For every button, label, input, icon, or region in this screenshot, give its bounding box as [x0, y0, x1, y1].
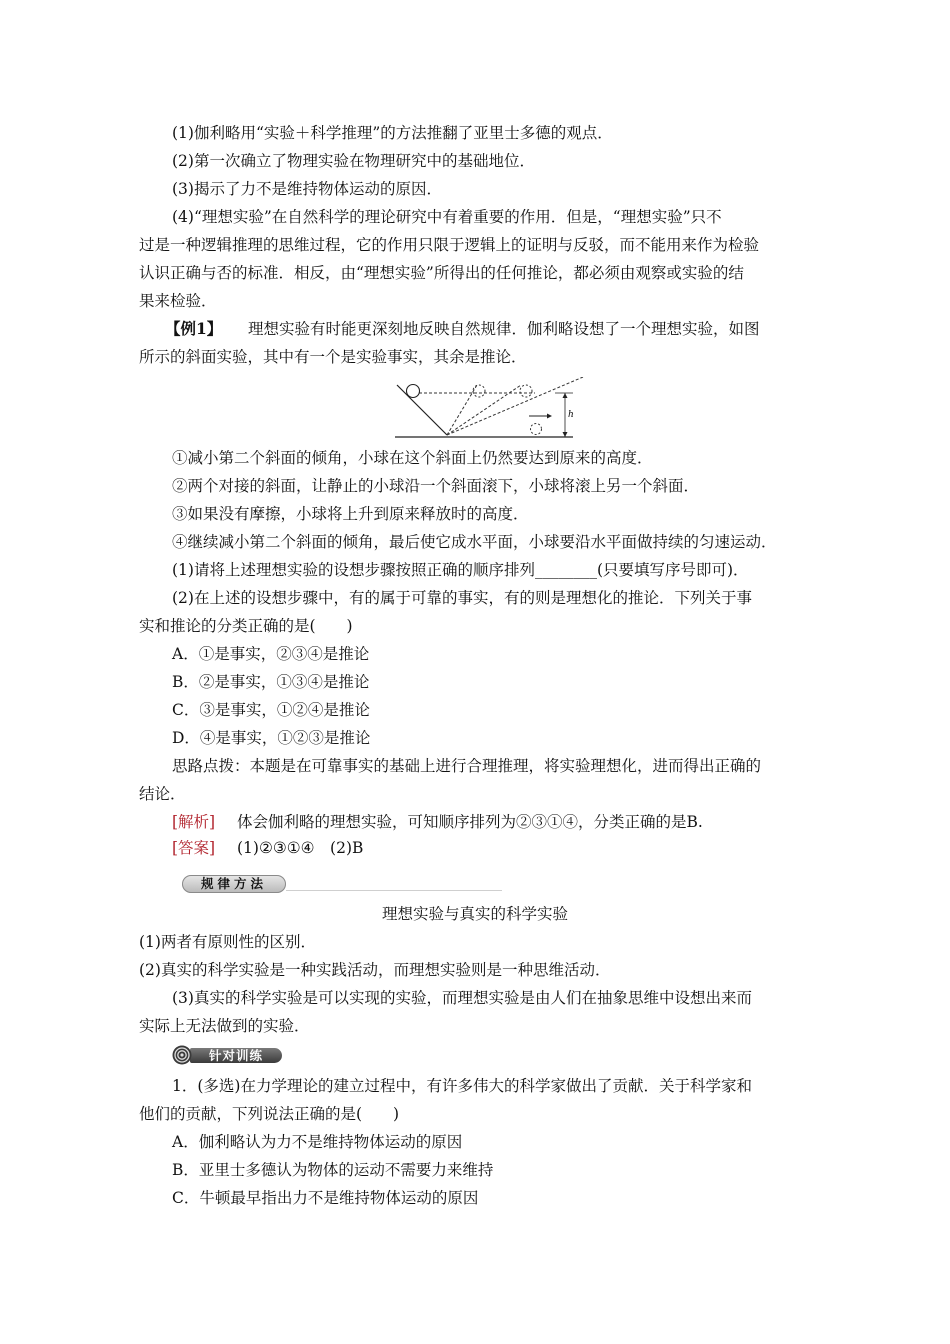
question-1: (1)请将上述理想实验的设想步骤按照正确的顺序排列________(只要填写序号即可)． [172, 561, 749, 579]
intro-point-4-line-2: 过是一种逻辑推理的思维过程，它的作用只限于逻辑上的证明与反驳，而不能用来作为检验 [139, 236, 760, 254]
question-2-line-2: 实和推论的分类正确的是( ) [139, 617, 353, 635]
ball-steep [473, 385, 485, 397]
question-2-line-1: (2)在上述的设想步骤中，有的属于可靠的事实，有的则是理想化的推论．下列关于事 [172, 589, 752, 607]
example-label: 【例1】 [165, 319, 223, 338]
height-arrow-down [563, 432, 568, 437]
ball-medium [520, 385, 532, 397]
step-4: ④继续减小第二个斜面的倾角，最后使它成水平面，小球要沿水平面做持续的匀速运动． [172, 533, 777, 551]
option-b: B．②是事实，①③④是推论 [172, 673, 370, 691]
hint-line-2: 结论． [139, 785, 186, 803]
method-point-1: (1)两者有原则性的区别． [139, 933, 316, 951]
intro-point-3: (3)揭示了力不是维持物体运动的原因． [172, 180, 442, 198]
inclined-plane-figure [395, 377, 585, 441]
height-arrow-up [563, 393, 568, 398]
method-point-2: (2)真实的科学实验是一种实践活动，而理想实验则是一种思维活动． [139, 961, 611, 979]
method-point-3-line-1: (3)真实的科学实验是可以实现的实验，而理想实验是由人们在抽象思维中设想出来而 [172, 989, 752, 1007]
step-3: ③如果没有摩擦，小球将上升到原来释放时的高度． [172, 505, 529, 523]
method-badge [172, 872, 502, 896]
answer-text: (1)②③①④ (2)B [237, 839, 364, 857]
intro-point-4-line-1: (4)“理想实验”在自然科学的理论研究中有着重要的作用．但是，“理想实验”只不 [172, 208, 722, 226]
intro-point-1: (1)伽利略用“实验＋科学推理”的方法推翻了亚里士多德的观点． [172, 124, 613, 142]
height-label: h [568, 410, 574, 420]
intro-point-4-line-4: 果来检验． [139, 292, 217, 310]
hint-line-1: 思路点拨：本题是在可靠事实的基础上进行合理推理，将实验理想化，进而得出正确的 [172, 757, 762, 775]
example-stem-line-1: 理想实验有时能更深刻地反映自然规律．伽利略设想了一个理想实验，如图 [248, 320, 760, 338]
training-option-b: B．亚里士多德认为物体的运动不需要力来维持 [172, 1161, 494, 1179]
target-icon [172, 1045, 192, 1065]
method-badge-rule [286, 890, 502, 891]
intro-point-4-line-3: 认识正确与否的标准．相反，由“理想实验”所得出的任何推论，都必须由观察或实验的结 [139, 264, 744, 282]
option-a: A．①是事实，②③④是推论 [172, 645, 370, 663]
velocity-arrow-head [547, 414, 552, 419]
analysis-tag: [解析] [172, 813, 216, 831]
intro-point-2: (2)第一次确立了物理实验在物理研究中的基础地位． [172, 152, 535, 170]
training-question-line-2: 他们的贡献，下列说法正确的是( ) [139, 1105, 400, 1123]
option-d: D．④是事实，①②③是推论 [172, 729, 371, 747]
option-c: C．③是事实，①②④是推论 [172, 701, 370, 719]
method-point-3-line-2: 实际上无法做到的实验． [139, 1017, 310, 1035]
method-badge-label: 规律方法 [200, 876, 267, 891]
training-badge [172, 1045, 284, 1065]
step-1: ①减小第二个斜面的倾角，小球在这个斜面上仍然要达到原来的高度． [172, 449, 653, 467]
training-option-a: A．伽利略认为力不是维持物体运动的原因 [172, 1133, 463, 1151]
step-2: ②两个对接的斜面，让静止的小球沿一个斜面滚下，小球将滚上另一个斜面． [172, 477, 700, 495]
training-question-line-1: 1．(多选)在力学理论的建立过程中，有许多伟大的科学家做出了贡献．关于科学家和 [172, 1077, 752, 1095]
answer-tag: [答案] [172, 839, 216, 857]
second-incline-gentle [447, 377, 583, 435]
ball-start [407, 385, 420, 398]
ball-horizontal [531, 424, 542, 435]
method-title: 理想实验与真实的科学实验 [381, 905, 568, 923]
training-badge-label: 针对训练 [208, 1048, 263, 1063]
analysis-text: 体会伽利略的理想实验，可知顺序排列为②③①④，分类正确的是B. [237, 813, 703, 831]
training-option-c: C．牛顿最早指出力不是维持物体运动的原因 [172, 1189, 479, 1207]
example-stem-line-2: 所示的斜面实验，其中有一个是实验事实，其余是推论． [139, 348, 527, 366]
